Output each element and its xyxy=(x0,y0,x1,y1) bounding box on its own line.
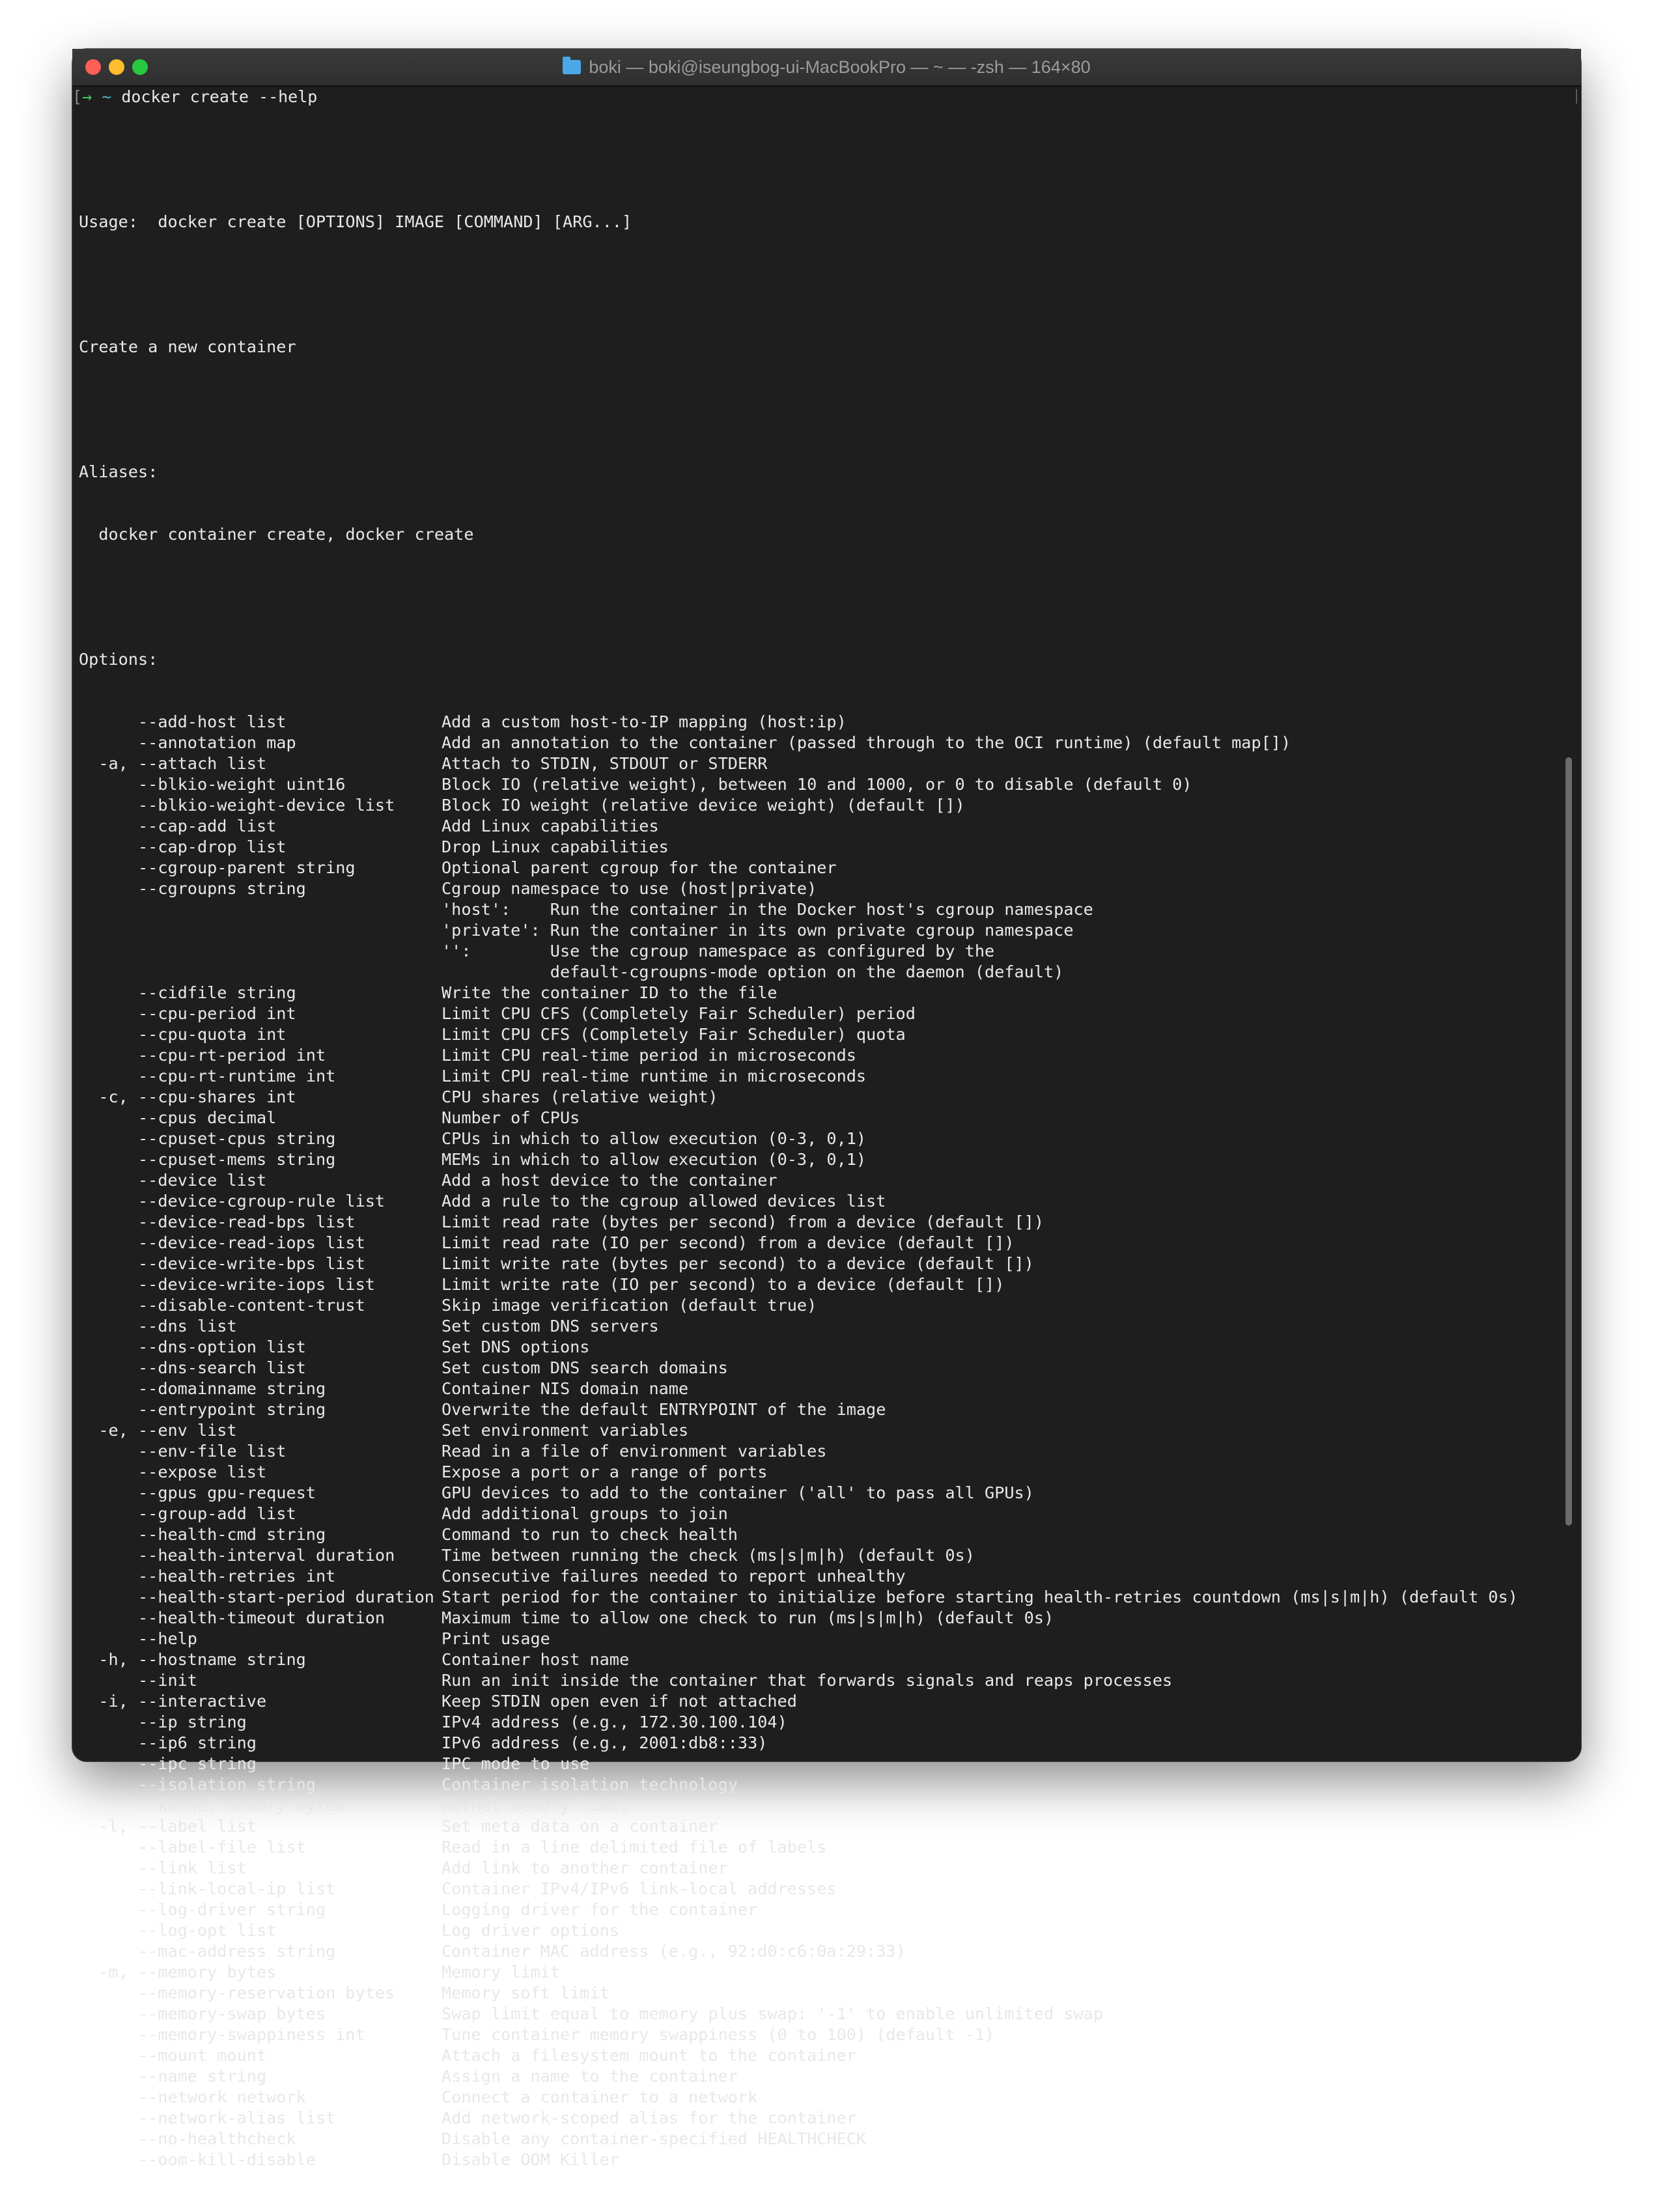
option-row xyxy=(79,1691,797,1712)
option-flag: --cpuset-cpus string xyxy=(79,1129,336,1148)
option-flag: --memory-reservation bytes xyxy=(79,1983,395,2002)
option-description: MEMs in which to allow execution (0-3, 0,1) xyxy=(442,1150,867,1169)
option-flag: --network network xyxy=(79,2088,306,2107)
option-row xyxy=(79,1170,778,1191)
option-row xyxy=(79,1608,1054,1629)
option-row xyxy=(79,2149,632,2170)
option-row xyxy=(79,1941,906,1962)
option-flag: --blkio-weight uint16 xyxy=(79,775,346,794)
option-description: Add a host device to the container xyxy=(442,1171,778,1190)
option-description: Read in a line delimited file of labels xyxy=(442,1838,827,1856)
option-description: Container NIS domain name xyxy=(442,1379,689,1398)
option-description: Disable any container-specified HEALTHCHECK xyxy=(442,2129,867,2148)
option-row xyxy=(79,1108,632,1128)
option-flag: --blkio-weight-device list xyxy=(79,796,395,815)
terminal-content[interactable] xyxy=(72,87,1581,2169)
option-flag: --link list xyxy=(79,1858,247,1877)
option-row xyxy=(79,1795,632,1816)
option-flag: --cpus decimal xyxy=(79,1108,277,1127)
option-description: Container IPv4/IPv6 link-local addresses xyxy=(442,1879,837,1898)
option-description: Limit CPU CFS (Completely Fair Scheduler) quota xyxy=(442,1025,906,1044)
option-description: Logging driver for the container xyxy=(442,1900,758,1919)
option-flag: --mac-address string xyxy=(79,1942,336,1961)
option-description: Command to run to check health xyxy=(442,1525,738,1544)
option-flag: --device-read-iops list xyxy=(79,1233,365,1252)
option-description: Add a custom host-to-IP mapping (host:ip) xyxy=(442,712,847,731)
option-flag: --ipc string xyxy=(79,1754,257,1773)
option-row xyxy=(79,712,847,733)
option-description: Memory limit xyxy=(442,1963,560,1981)
option-flag: --entrypoint string xyxy=(79,1400,326,1419)
folder-icon xyxy=(563,60,581,74)
option-flag: --memory-swap bytes xyxy=(79,2004,326,2023)
option-row xyxy=(79,899,1093,920)
option-flag: --device-write-bps list xyxy=(79,1254,365,1273)
option-description: Attach a filesystem mount to the container xyxy=(442,2046,856,2065)
option-row xyxy=(79,878,817,899)
option-flag: --device-cgroup-rule list xyxy=(79,1192,385,1211)
option-row xyxy=(79,1274,1005,1295)
scrollbar-thumb[interactable] xyxy=(1565,757,1572,1526)
option-description: Consecutive failures needed to report unhealthy xyxy=(442,1567,906,1586)
option-row xyxy=(79,1587,1518,1608)
option-row xyxy=(79,774,1192,795)
option-row xyxy=(79,2087,758,2108)
option-description: Expose a port or a range of ports xyxy=(442,1463,768,1481)
option-flag: -e, --env list xyxy=(79,1421,237,1440)
window-title: boki — boki@iseungbog-ui-MacBookPro — ~ — -zsh — 164×80 xyxy=(589,57,1091,77)
option-flag: --device-read-bps list xyxy=(79,1212,356,1231)
option-flag: --health-retries int xyxy=(79,1567,336,1586)
terminal-window[interactable] xyxy=(72,49,1581,2169)
option-row xyxy=(79,1983,632,2004)
option-flag: --device-write-iops list xyxy=(79,1275,375,1294)
option-flag: --help xyxy=(79,1629,197,1648)
option-description: Add link to another container xyxy=(442,1858,728,1877)
option-row xyxy=(79,1379,689,1399)
option-row xyxy=(79,1066,867,1087)
option-row xyxy=(79,1295,817,1316)
option-flag: --cgroup-parent string xyxy=(79,858,356,877)
option-description: Keep STDIN open even if not attached xyxy=(442,1692,797,1711)
option-description: Block IO weight (relative device weight) (default []) xyxy=(442,796,965,815)
option-row xyxy=(79,1003,916,1024)
option-flag: --log-driver string xyxy=(79,1900,326,1919)
option-description: 'host': Run the container in the Docker host's cgroup namespace xyxy=(442,900,1093,919)
option-row xyxy=(79,983,778,1003)
right-marker xyxy=(1576,89,1577,104)
option-row xyxy=(79,1420,689,1441)
option-row xyxy=(79,1858,728,1879)
option-description: Run an init inside the container that forwards signals and reaps processes xyxy=(442,1671,1173,1690)
prompt-mark-icon: [ xyxy=(72,87,83,106)
option-description: '': Use the cgroup namespace as configured by the xyxy=(442,942,995,960)
option-row xyxy=(79,1441,827,1462)
option-row xyxy=(79,1879,837,1899)
option-description: Limit read rate (bytes per second) from a device (default []) xyxy=(442,1212,1044,1231)
option-flag: --gpus gpu-request xyxy=(79,1483,316,1502)
option-flag: --isolation string xyxy=(79,1775,316,1794)
option-row xyxy=(79,1316,659,1337)
option-description: Connect a container to a network xyxy=(442,2088,758,2107)
option-description: Optional parent cgroup for the container xyxy=(442,858,837,877)
option-description: IPv4 address (e.g., 172.30.100.104) xyxy=(442,1713,787,1731)
aliases-line: docker container create, docker create xyxy=(79,525,474,544)
option-description: Add network-scoped alias for the container xyxy=(442,2108,856,2127)
option-row xyxy=(79,1483,1034,1504)
option-flag: --device list xyxy=(79,1171,267,1190)
option-description: Set custom DNS search domains xyxy=(442,1358,728,1377)
option-description: Limit read rate (IO per second) from a device (default []) xyxy=(442,1233,1015,1252)
option-row xyxy=(79,1566,906,1587)
option-flag: --health-cmd string xyxy=(79,1525,326,1544)
option-flag: --kernel-memory bytes xyxy=(79,1796,346,1815)
option-row xyxy=(79,858,837,878)
option-row xyxy=(79,1337,632,1358)
option-flag: -i, --interactive xyxy=(79,1692,267,1711)
option-flag: --health-interval duration xyxy=(79,1546,395,1565)
option-row xyxy=(79,1024,906,1045)
description-line: Create a new container xyxy=(79,337,296,356)
option-row xyxy=(79,1837,827,1858)
prompt-line xyxy=(72,87,317,107)
option-row xyxy=(79,1045,856,1066)
option-flag: --cgroupns string xyxy=(79,879,306,898)
usage-line: Usage: docker create [OPTIONS] IMAGE [COMMAND] [ARG...] xyxy=(79,212,632,231)
option-row xyxy=(79,941,995,962)
prompt-command: docker create --help xyxy=(121,87,318,106)
option-flag: --dns list xyxy=(79,1317,237,1336)
option-row xyxy=(79,1212,1044,1233)
option-description: CPUs in which to allow execution (0-3, 0,1) xyxy=(442,1129,867,1148)
option-flag: -m, --memory bytes xyxy=(79,1963,277,1981)
option-row xyxy=(79,1733,768,1754)
option-description: Log driver options xyxy=(442,1921,619,1940)
option-flag: --cpu-period int xyxy=(79,1004,296,1023)
option-flag: --add-host list xyxy=(79,712,287,731)
option-description: Tune container memory swappiness (0 to 100) (default -1) xyxy=(442,2025,995,2044)
option-row xyxy=(79,795,965,816)
option-description: Kernel memory limit xyxy=(442,1796,630,1815)
option-description: IPC mode to use xyxy=(442,1754,590,1773)
option-description: Limit CPU real-time runtime in microseconds xyxy=(442,1067,867,1085)
option-flag: --health-start-period duration xyxy=(79,1588,434,1606)
option-row xyxy=(79,816,659,837)
option-description: Container MAC address (e.g., 92:d0:c6:0a:29:33) xyxy=(442,1942,906,1961)
option-description: Add Linux capabilities xyxy=(442,817,659,835)
option-description: Print usage xyxy=(442,1629,550,1648)
option-flag: --cpu-rt-period int xyxy=(79,1046,326,1065)
title-bar[interactable] xyxy=(72,49,1581,87)
option-description: GPU devices to add to the container ('all' to pass all GPUs) xyxy=(442,1483,1034,1502)
option-description: Skip image verification (default true) xyxy=(442,1296,817,1315)
option-row xyxy=(79,1504,728,1524)
option-flag: --dns-option list xyxy=(79,1337,306,1356)
option-flag: --domainname string xyxy=(79,1379,326,1398)
help-output xyxy=(79,107,1518,2212)
option-description: IPv6 address (e.g., 2001:db8::33) xyxy=(442,1733,768,1752)
option-flag: --cidfile string xyxy=(79,983,296,1002)
option-description: 'private': Run the container in its own private cgroup namespace xyxy=(442,921,1074,940)
option-flag: --ip string xyxy=(79,1713,247,1731)
option-description: Cgroup namespace to use (host|private) xyxy=(442,879,817,898)
option-flag: --name string xyxy=(79,2067,267,2086)
option-row xyxy=(79,1524,738,1545)
prompt-cwd: ~ xyxy=(102,87,112,106)
option-flag: --init xyxy=(79,1671,197,1690)
options-header: Options: xyxy=(79,650,158,669)
option-description: Container isolation technology xyxy=(442,1775,738,1794)
option-flag: --health-timeout duration xyxy=(79,1608,385,1627)
option-row xyxy=(79,920,1074,941)
option-description: Start period for the container to initialize before starting health-retries countdown (ms|s|m|h) (default 0s) xyxy=(442,1588,1518,1606)
option-flag: -l, --label list xyxy=(79,1817,257,1836)
option-row xyxy=(79,753,768,774)
option-flag: --log-opt list xyxy=(79,1921,277,1940)
option-description: Set DNS options xyxy=(442,1337,590,1356)
aliases-header: Aliases: xyxy=(79,462,158,481)
option-row xyxy=(79,1670,1173,1691)
option-row xyxy=(79,1399,886,1420)
option-row xyxy=(79,1462,768,1483)
option-description: Read in a file of environment variables xyxy=(442,1442,827,1461)
option-row xyxy=(79,1233,1015,1253)
option-flag: -c, --cpu-shares int xyxy=(79,1087,296,1106)
option-description: Set custom DNS servers xyxy=(442,1317,659,1336)
option-description: CPU shares (relative weight) xyxy=(442,1087,718,1106)
option-flag: --oom-kill-disable xyxy=(79,2150,316,2169)
option-row xyxy=(79,2129,867,2149)
prompt-arrow: → xyxy=(82,87,92,106)
option-description: Number of CPUs xyxy=(442,1108,580,1127)
option-row xyxy=(79,1899,758,1920)
option-flag: --disable-content-trust xyxy=(79,1296,365,1315)
option-row xyxy=(79,1712,787,1733)
option-row xyxy=(79,1087,718,1108)
option-row xyxy=(79,2045,856,2066)
option-description: Limit CPU CFS (Completely Fair Scheduler) period xyxy=(442,1004,916,1023)
option-description: Limit write rate (bytes per second) to a device (default []) xyxy=(442,1254,1034,1273)
option-row xyxy=(79,1191,886,1212)
option-flag: --annotation map xyxy=(79,733,296,752)
option-description: Maximum time to allow one check to run (ms|s|m|h) (default 0s) xyxy=(442,1608,1054,1627)
option-row xyxy=(79,1920,632,1941)
option-description: Add additional groups to join xyxy=(442,1504,728,1523)
option-flag: --env-file list xyxy=(79,1442,287,1461)
option-row xyxy=(79,2024,995,2045)
options-list xyxy=(79,712,1518,2170)
option-row xyxy=(79,2004,1103,2024)
option-flag: --expose list xyxy=(79,1463,267,1481)
option-flag: --memory-swappiness int xyxy=(79,2025,365,2044)
option-flag: --cpu-rt-runtime int xyxy=(79,1067,336,1085)
option-row xyxy=(79,1649,632,1670)
option-description: Attach to STDIN, STDOUT or STDERR xyxy=(442,754,768,773)
option-flag: --label-file list xyxy=(79,1838,306,1856)
option-row xyxy=(79,2066,738,2087)
option-description: Set environment variables xyxy=(442,1421,689,1440)
option-flag: -a, --attach list xyxy=(79,754,267,773)
option-flag: --link-local-ip list xyxy=(79,1879,336,1898)
option-flag: --network-alias list xyxy=(79,2108,336,2127)
option-description: Overwrite the default ENTRYPOINT of the image xyxy=(442,1400,886,1419)
option-description: Assign a name to the container xyxy=(442,2067,738,2086)
option-row xyxy=(79,1149,867,1170)
option-row xyxy=(79,1545,975,1566)
option-flag: --ip6 string xyxy=(79,1733,257,1752)
option-description: Disable OOM Killer xyxy=(442,2150,619,2169)
option-row xyxy=(79,1774,738,1795)
option-description: Set meta data on a container xyxy=(442,1817,718,1836)
option-row xyxy=(79,2108,856,2129)
option-description: Block IO (relative weight), between 10 and 1000, or 0 to disable (default 0) xyxy=(442,775,1192,794)
option-flag: --cap-add list xyxy=(79,817,277,835)
option-flag: --cpu-quota int xyxy=(79,1025,287,1044)
option-description: Add an annotation to the container (passed through to the OCI runtime) (default map[]) xyxy=(442,733,1291,752)
option-row xyxy=(79,1358,728,1379)
option-row xyxy=(79,1962,632,1983)
option-row xyxy=(79,1128,867,1149)
option-description: Drop Linux capabilities xyxy=(442,837,669,856)
option-row xyxy=(79,1253,1034,1274)
option-flag: --dns-search list xyxy=(79,1358,306,1377)
option-description: default-cgroupns-mode option on the daemon (default) xyxy=(442,962,1064,981)
option-row xyxy=(79,1754,632,1774)
option-description: Time between running the check (ms|s|m|h) (default 0s) xyxy=(442,1546,975,1565)
option-description: Limit CPU real-time period in microseconds xyxy=(442,1046,856,1065)
option-flag: -h, --hostname string xyxy=(79,1650,306,1669)
window-title-container xyxy=(72,49,1581,85)
option-description: Swap limit equal to memory plus swap: '-1' to enable unlimited swap xyxy=(442,2004,1103,2023)
option-description: Limit write rate (IO per second) to a device (default []) xyxy=(442,1275,1005,1294)
option-row xyxy=(79,1629,632,1649)
option-flag: --cpuset-mems string xyxy=(79,1150,336,1169)
option-description: Add a rule to the cgroup allowed devices list xyxy=(442,1192,886,1211)
option-description: Container host name xyxy=(442,1650,630,1669)
option-row xyxy=(79,1816,718,1837)
option-row xyxy=(79,733,1291,753)
option-description: Write the container ID to the file xyxy=(442,983,778,1002)
option-flag: --mount mount xyxy=(79,2046,267,2065)
option-description: Memory soft limit xyxy=(442,1983,610,2002)
option-flag: --cap-drop list xyxy=(79,837,287,856)
option-flag: --group-add list xyxy=(79,1504,296,1523)
option-flag: --no-healthcheck xyxy=(79,2129,296,2148)
option-row xyxy=(79,837,669,858)
option-row xyxy=(79,962,1064,983)
